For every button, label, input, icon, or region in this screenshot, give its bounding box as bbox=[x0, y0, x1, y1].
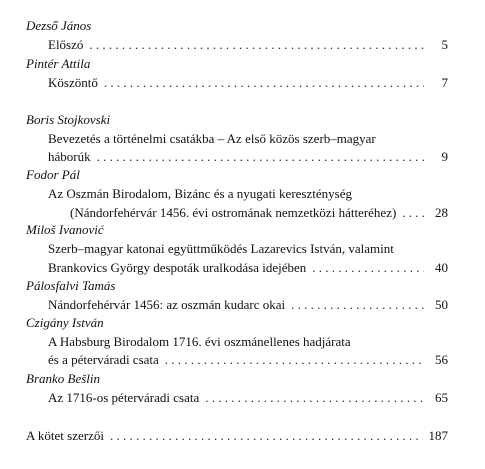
toc-page-number: 28 bbox=[435, 205, 448, 220]
toc-title: háborúk bbox=[48, 149, 91, 164]
toc-page-number: 65 bbox=[435, 390, 448, 405]
toc-title: (Nándorfehérvár 1456. évi ostromának nemzetközi hátteréhez) bbox=[70, 205, 397, 220]
toc-entry-line[interactable] bbox=[48, 296, 448, 313]
toc-title: Bevezetés a történelmi csatákba – Az első közös szerb–magyar bbox=[48, 131, 376, 146]
toc-author: Dezső János bbox=[26, 18, 92, 33]
toc-page-number: 56 bbox=[435, 352, 448, 367]
toc-entry-line[interactable] bbox=[70, 204, 448, 221]
dot-leader bbox=[312, 259, 424, 276]
toc-page-number: 50 bbox=[435, 297, 448, 312]
toc-author: Pálosfalvi Tamás bbox=[26, 278, 116, 293]
dot-leader bbox=[165, 351, 424, 368]
dot-leader bbox=[205, 389, 424, 406]
toc-page-number: 9 bbox=[441, 149, 448, 164]
dot-leader bbox=[104, 74, 424, 91]
dot-leader bbox=[89, 36, 424, 53]
dot-leader bbox=[97, 148, 424, 165]
toc-title: Nándorfehérvár 1456: az oszmán kudarc okai bbox=[48, 297, 286, 312]
toc-author: Miloš Ivanović bbox=[26, 222, 104, 237]
toc-page-number: 187 bbox=[428, 428, 448, 443]
toc-title: és a péterváradi csata bbox=[48, 352, 159, 367]
toc-author: Pintér Attila bbox=[26, 56, 91, 71]
toc-author: Czigány István bbox=[26, 315, 104, 330]
toc-title: A kötet szerzői bbox=[26, 428, 104, 443]
toc-entry-line[interactable] bbox=[48, 259, 448, 276]
toc-title: Brankovics György despoták uralkodása idejében bbox=[48, 260, 307, 275]
toc-title: Az 1716-os péterváradi csata bbox=[48, 390, 200, 405]
toc-entry-line[interactable] bbox=[48, 351, 448, 368]
toc-title: Az Oszmán Birodalom, Bizánc és a nyugati kereszténység bbox=[48, 186, 352, 201]
dot-leader bbox=[291, 296, 424, 313]
toc-author: Fodor Pál bbox=[26, 167, 80, 182]
toc-page-number: 5 bbox=[441, 37, 448, 52]
toc-title: Szerb–magyar katonai együttműködés Lazarevics István, valamint bbox=[48, 241, 394, 256]
toc-entry-line[interactable] bbox=[48, 74, 448, 91]
toc-entry-line[interactable] bbox=[48, 36, 448, 53]
toc-page-number: 7 bbox=[441, 75, 448, 90]
toc-page-number: 40 bbox=[435, 260, 448, 275]
dot-leader bbox=[402, 204, 424, 221]
toc-entry-line[interactable] bbox=[48, 148, 448, 165]
toc-title: Előszó bbox=[48, 37, 84, 52]
dot-leader bbox=[110, 427, 423, 444]
toc-entry-line[interactable] bbox=[48, 389, 448, 406]
toc-title: A Habsburg Birodalom 1716. évi oszmánellenes hadjárata bbox=[48, 334, 351, 349]
toc-title: Köszöntő bbox=[48, 75, 98, 90]
toc-author: Boris Stojkovski bbox=[26, 112, 111, 127]
toc-author: Branko Bešlin bbox=[26, 371, 101, 386]
toc-entry-line[interactable] bbox=[26, 427, 448, 444]
